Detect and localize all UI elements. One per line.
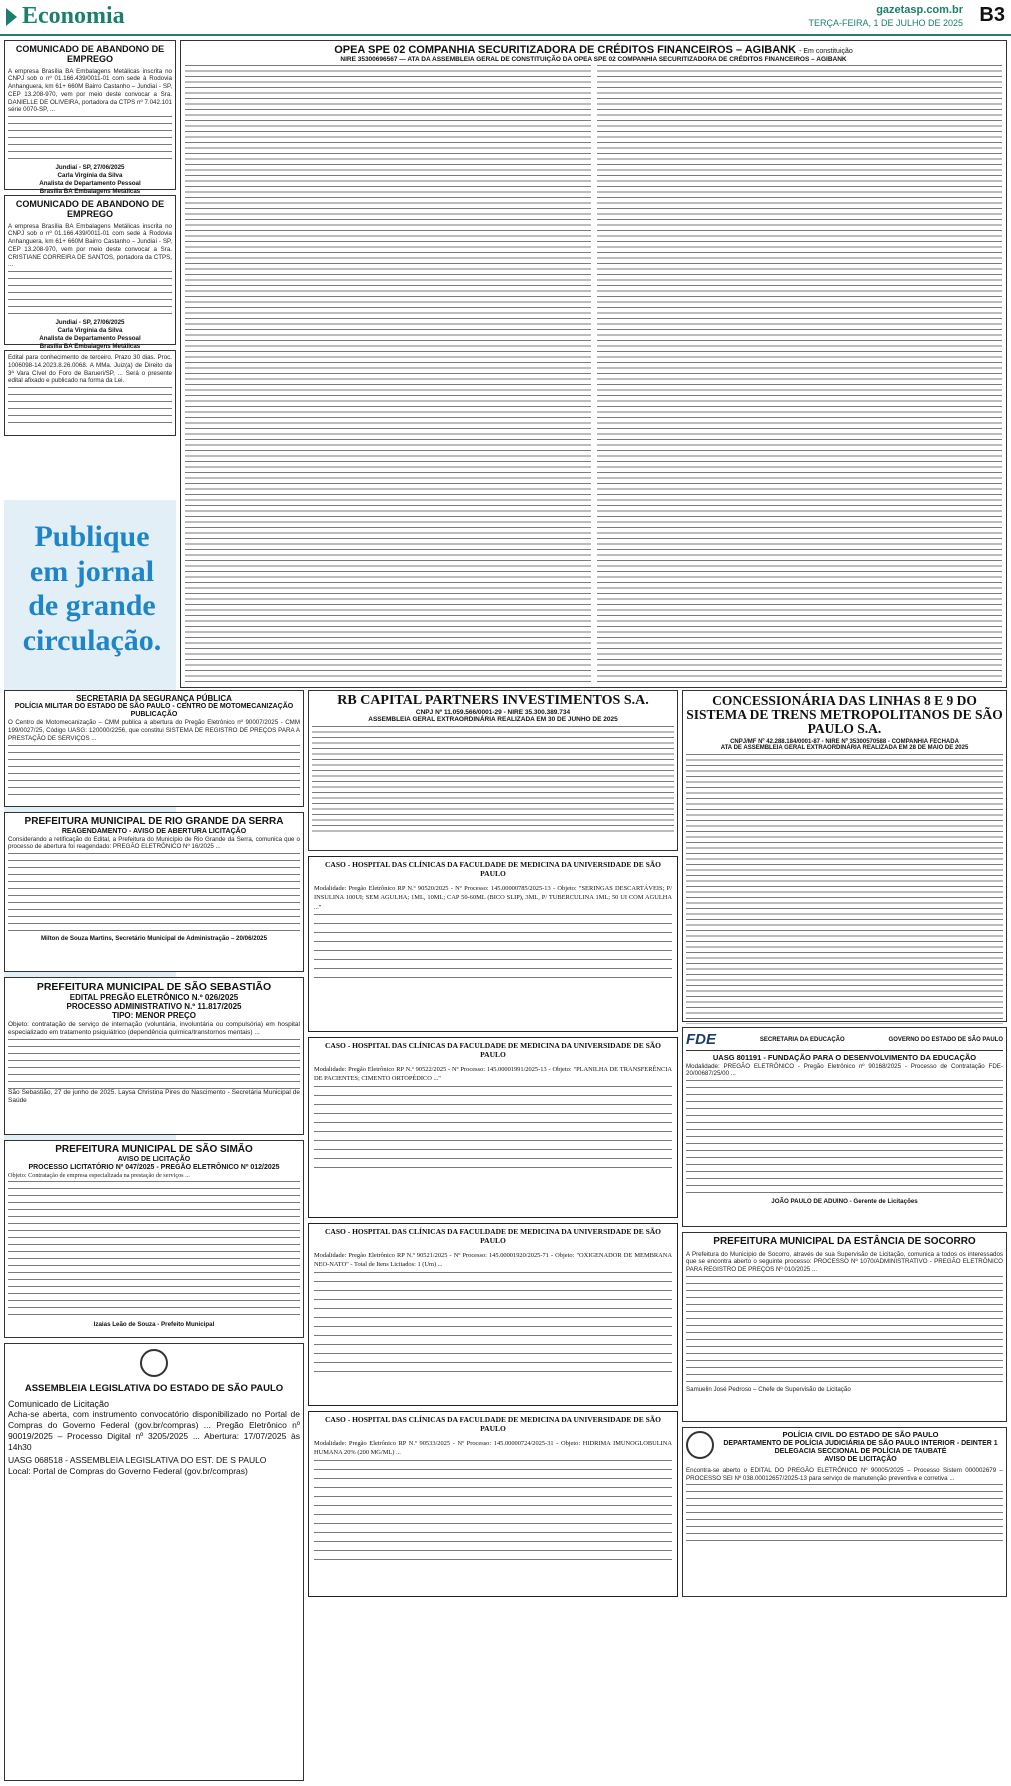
notice-sign-place: Jundiaí - SP, 27/06/2025 (55, 164, 125, 172)
notice-text-lines (686, 1276, 1003, 1386)
notice-body: A empresa Brasília BA Embalagens Metálicas inscrita no CNPJ sob o nº 01.166.439/0011-01 com sede à Rodovia Anhanguera, km 61+ 660M Bairro Castanho – Jundiaí - SP, CEP 13.208-970, vem por meio deste convocar a Sra. DANIELLE DE OLIVEIRA, portadora da CTPS nº 7.042.101 série 0070-SP, ... (8, 67, 172, 114)
notice-sign-name: Carla Virgínia da Silva (57, 327, 123, 335)
notice-title: ASSEMBLEIA LEGISLATIVA DO ESTADO DE SÃO PAULO (24, 1383, 284, 1394)
notice-caso-3 (308, 1223, 678, 1406)
notice-body: Edital para conhecimento de terceiro. Prazo 30 dias. Proc. 1006098-14.2023.8.26.0068. A MMa. Juiz(a) de Direito da 3ª Vara Cível do Foro de Barueri/SP, ... Será o presente edital afixado e publicado na forma da Lei. (8, 354, 172, 385)
notice-sign-place: Jundiaí - SP, 27/06/2025 (55, 319, 125, 327)
page-number: B3 (979, 4, 1005, 26)
notice-opea (180, 40, 1007, 688)
notice-body: Acha-se aberta, com instrumento convocatório disponibilizado no Portal de Compras do Governo Federal (gov.br/compras) ... Pregão Eletrônico nº 90019/2025 – Processo Digital nº 3205/2025 ... Abertura: 17/07/2025 às 14h30 (8, 1408, 300, 1453)
notice-trens (682, 690, 1007, 1022)
notice-column-left (185, 65, 591, 685)
notice-sign-role: Analista de Departamento Pessoal (39, 180, 141, 188)
notice-sao-sebastiao (4, 977, 304, 1135)
alesp-seal-icon (140, 1349, 168, 1377)
notice-body: Considerando a retificação do Edital, a Prefeitura do Município de Rio Grande da Serra, comunica que o processo de abertura foi reagendado: PREGÃO ELETRÔNICO Nº 16/2025 ... (8, 835, 300, 851)
notice-body: Modalidade: Pregão Eletrônico RP N.º 90522/2025 - Nº Processo: 145.00001991/2025-13 - Objeto: "PLANILHA DE TRANSFERÊNCIA DE PACIENTES; CIMENTO ORTOPÉDICO ..." (314, 1066, 672, 1083)
notice-text-lines (686, 1484, 1003, 1544)
notice-title: CASO - HOSPITAL DAS CLÍNICAS DA FACULDADE DE MEDICINA DA UNIVERSIDADE DE SÃO PAULO (324, 1041, 662, 1059)
notice-caso-1 (308, 856, 678, 1032)
notice-subtitle: Comunicado de Licitação (8, 1398, 110, 1409)
notice-alesp (4, 1343, 304, 1781)
notice-subtitle: DEPARTAMENTO DE POLÍCIA JUDICIÁRIA DE SÃO PAULO INTERIOR - DEINTER 1 (723, 1439, 998, 1447)
notice-title: CASO - HOSPITAL DAS CLÍNICAS DA FACULDADE DE MEDICINA DA UNIVERSIDADE DE SÃO PAULO (324, 1227, 662, 1245)
notice-subtitle-3: TIPO: MENOR PREÇO (111, 1011, 196, 1021)
notice-sign-company: Brasília BA Embalagens Metálicas (39, 343, 141, 351)
notice-edital-small (4, 350, 176, 436)
notice-text-lines (8, 1181, 300, 1321)
notice-subtitle-2: PROCESSO ADMINISTRATIVO N.º 11.817/2025 (66, 1002, 242, 1012)
notice-sign-company: Brasília BA Embalagens Metálicas (39, 188, 141, 196)
notice-sign: Izaias Leão de Souza - Prefeito Municipal (93, 1321, 215, 1329)
notice-title: CASO - HOSPITAL DAS CLÍNICAS DA FACULDADE DE MEDICINA DA UNIVERSIDADE DE SÃO PAULO (324, 860, 662, 878)
notice-column-right (597, 65, 1003, 685)
notice-subtitle: CNPJ Nº 11.059.566/0001-29 - NIRE 35.300.389.734 (415, 708, 571, 716)
notice-fde (682, 1027, 1007, 1227)
notice-text-lines (8, 116, 172, 162)
notice-text-lines (8, 745, 300, 795)
notice-text-lines (314, 1460, 672, 1560)
notice-title: PREFEITURA MUNICIPAL DE RIO GRANDE DA SERRA (24, 816, 284, 827)
notice-body: O Centro de Motomecanização – CMM publica a abertura do Pregão Eletrônico nº 90007/2025 - CMM 199/0027/25, Código UASG: 120000/2256, que constitui SISTEMA DE REGISTRO DE PREÇOS PARA A PRESTAÇÃO DE SERVIÇOS ... (8, 719, 300, 742)
notice-body: A empresa Brasília BA Embalagens Metálicas inscrita no CNPJ sob o nº 01.166.439/0011-01 com sede à Rodovia Anhanguera, km 61+ 660M Bairro Castanho – Jundiaí - SP, CEP 13.208-970, vem por meio deste convocar a Sra. CRISTIANE CORREIRA DE SANTOS, portadora da CTPS, ... (8, 222, 172, 269)
section-title: Economia (22, 3, 125, 29)
notice-sao-simao (4, 1140, 304, 1338)
page-header (0, 0, 1011, 36)
notice-sign-name: Carla Virgínia da Silva (57, 172, 123, 180)
notice-abandono-1 (4, 40, 176, 196)
notice-title: CONCESSIONÁRIA DAS LINHAS 8 E 9 DO SISTEMA DE TRENS METROPOLITANOS DE SÃO PAULO S.A. (686, 693, 1003, 737)
notice-abandono-2 (4, 195, 176, 351)
notice-subtitle: AVISO DE LICITAÇÃO (117, 1155, 191, 1163)
notice-sign: JOÃO PAULO DE ADUINO - Gerente de Licitações (771, 1198, 918, 1206)
notice-title-suffix: - Em constituição (799, 48, 853, 55)
ad-headline: Publique em jornal de grande circulação. (22, 520, 162, 657)
notice-sign-role: Analista de Departamento Pessoal (39, 335, 141, 343)
policia-seal-icon (686, 1431, 714, 1459)
notice-title: COMUNICADO DE ABANDONO DE EMPREGO (15, 199, 165, 220)
notice-sign: São Sebastião, 27 de junho de 2025. Laysa Christina Pires do Nascimento - Secretária Municipal de Saúde (8, 1088, 300, 1104)
notice-subtitle: NIRE 35300696567 — ATA DA ASSEMBLEIA GERAL DE CONSTITUIÇÃO DA OPEA SPE 02 COMPANHIA SECURITIZADORA DE CRÉDITOS FINANCEIROS – AGIBANK (340, 56, 847, 63)
notice-sign: Milton de Souza Martins, Secretário Municipal de Administração – 20/06/2025 (40, 935, 268, 943)
fde-head-1: SECRETARIA DA EDUCAÇÃO (759, 1036, 845, 1043)
site-url[interactable]: gazetasp.com.br (876, 4, 963, 16)
notice-title: CASO - HOSPITAL DAS CLÍNICAS DA FACULDADE DE MEDICINA DA UNIVERSIDADE DE SÃO PAULO (324, 1415, 662, 1433)
notice-text-lines (312, 726, 674, 836)
notice-title: RB CAPITAL PARTNERS INVESTIMENTOS S.A. (337, 693, 649, 708)
notice-title: POLÍCIA CIVIL DO ESTADO DE SÃO PAULO (782, 1430, 939, 1439)
notice-title: OPEA SPE 02 COMPANHIA SECURITIZADORA DE CRÉDITOS FINANCEIROS – AGIBANK (334, 44, 797, 56)
notice-body: Objeto: contratação de serviço de internação (voluntária, involuntária ou compulsória) em hospital especializado em tratamento psiquiátrico (dependência química/transtornos mentais) ... (8, 1020, 300, 1036)
notice-subtitle: REAGENDAMENTO - AVISO DE ABERTURA LICITAÇÃO (61, 827, 247, 835)
notice-text-lines (686, 1080, 1003, 1198)
notice-subtitle: CNPJ/MF Nº 42.288.184/0001-87 - NIRE Nº 35300570588 - COMPANHIA FECHADA (730, 738, 959, 745)
notice-subtitle-2: ASSEMBLEIA GERAL EXTRAORDINÁRIA REALIZADA EM 30 DE JUNHO DE 2025 (368, 716, 618, 724)
notice-sign: UASG 068518 - ASSEMBLEIA LEGISLATIVA DO EST. DE S PAULO (8, 1455, 267, 1466)
notice-sign-2: Local: Portal de Compras do Governo Federal (gov.br/compras) (8, 1466, 248, 1477)
notice-text-lines (314, 1272, 672, 1372)
notice-body: A Prefeitura do Município de Socorro, através de sua Supervisão de Licitação, comunica a todos os interessados que se encontra aberto o seguinte processo: PROCESSO Nº 1070/ADMINISTRATIVO - PREGÃO ELETRÔNICO PARA REGISTRO DE PREÇOS Nº 010/2025 ... (686, 1250, 1003, 1273)
notice-title: PREFEITURA MUNICIPAL DA ESTÂNCIA DE SOCORRO (713, 1236, 976, 1247)
notice-socorro (682, 1232, 1007, 1422)
notice-seguranca (4, 690, 304, 807)
notice-text-lines (686, 754, 1003, 1024)
notice-subtitle-2: ATA DE ASSEMBLEIA GERAL EXTRAORDINÁRIA REALIZADA EM 28 DE MAIO DE 2025 (720, 745, 969, 752)
notice-text-lines (8, 853, 300, 935)
notice-policia (682, 1427, 1007, 1597)
edition-date: TERÇA-FEIRA, 1 DE JULHO DE 2025 (808, 18, 963, 28)
notice-subtitle: EDITAL PREGÃO ELETRÔNICO N.º 026/2025 (69, 993, 239, 1003)
notice-text-lines (8, 271, 172, 317)
fde-head-2: GOVERNO DO ESTADO DE SÃO PAULO (888, 1036, 1003, 1043)
notice-subtitle-2: DELEGACIA SECCIONAL DE POLÍCIA DE TAUBATÉ (774, 1447, 947, 1455)
notice-subtitle: POLÍCIA MILITAR DO ESTADO DE SÃO PAULO - CENTRO DE MOTOMECANIZAÇÃO (14, 703, 294, 711)
fde-logo: FDE (686, 1031, 716, 1048)
section-arrow-icon (6, 8, 17, 26)
notice-title: SECRETARIA DA SEGURANÇA PÚBLICA (76, 694, 232, 703)
notice-subtitle-2: PUBLICAÇÃO (130, 711, 178, 719)
notice-title: COMUNICADO DE ABANDONO DE EMPREGO (15, 44, 165, 65)
notice-title: PREFEITURA MUNICIPAL DE SÃO SIMÃO (55, 1144, 253, 1155)
notice-caso-4 (308, 1411, 678, 1597)
notice-text-lines (8, 1039, 300, 1089)
notice-body: Modalidade: Pregão Eletrônico RP N.º 90521/2025 - Nº Processo: 145.00001920/2025-71 - Objeto: "OXIGENADOR DE MEMBRANA NEO-NATO" - Total de Itens Licitados: 1 (Um) ... (314, 1252, 672, 1269)
notice-body: Objeto: Contratação de empresa especializada na prestação de serviços ... (8, 1171, 190, 1179)
notice-body: Encontra-se aberto o EDITAL DO PREGÃO ELETRÔNICO Nº 90005/2025 – Processo Sistem 000002679 – PROCESSO SEI Nº 038.00012657/2025-13 para serviço de manutenção preventiva e corretiva ... (686, 1466, 1003, 1482)
notice-rio-grande (4, 812, 304, 972)
notice-text-lines (314, 1086, 672, 1176)
notice-rb-capital (308, 690, 678, 851)
notice-title: UASG 801191 - FUNDAÇÃO PARA O DESENVOLVIMENTO DA EDUCAÇÃO (712, 1053, 977, 1062)
notice-title: PREFEITURA MUNICIPAL DE SÃO SEBASTIÃO (36, 981, 272, 993)
notice-body: Modalidade: PREGÃO ELETRÔNICO - Pregão Eletrônico nº 90168/2025 - Processo de Contratação FDE-20/00687/25/00 ... (686, 1062, 1003, 1078)
notice-text-lines (8, 387, 172, 427)
notice-body: Modalidade: Pregão Eletrônico RP N.º 90533/2025 - Nº Processo: 145.00000724/2025-31 - Objeto: HIDRIMA IMUNOGLOBULINA HUMANA 20% (200 MG/ML) ... (314, 1440, 672, 1457)
notice-caso-2 (308, 1037, 678, 1218)
notice-subtitle-2: PROCESSO LICITATÓRIO Nº 047/2025 - PREGÃO ELETRÔNICO Nº 012/2025 (28, 1163, 280, 1171)
notice-text-lines (314, 914, 672, 984)
notice-body: Modalidade: Pregão Eletrônico RP N.º 90520/2025 - Nº Processo: 145.00000785/2025-13 - Objeto: "SERINGAS DESCARTÁVEIS; P/ INSULINA 100UI; SEM AGULHA; 1ML, 10ML; CAP 50-60ML (BICO SLIP), 3ML, P/ TUBERCULINA 1ML; 50 UI COM AGULHA ..." (314, 885, 672, 911)
notice-subtitle-3: AVISO DE LICITAÇÃO (824, 1455, 897, 1463)
notice-sign: Samuelin José Pedroso – Chefe de Supervisão de Licitação (686, 1385, 851, 1393)
